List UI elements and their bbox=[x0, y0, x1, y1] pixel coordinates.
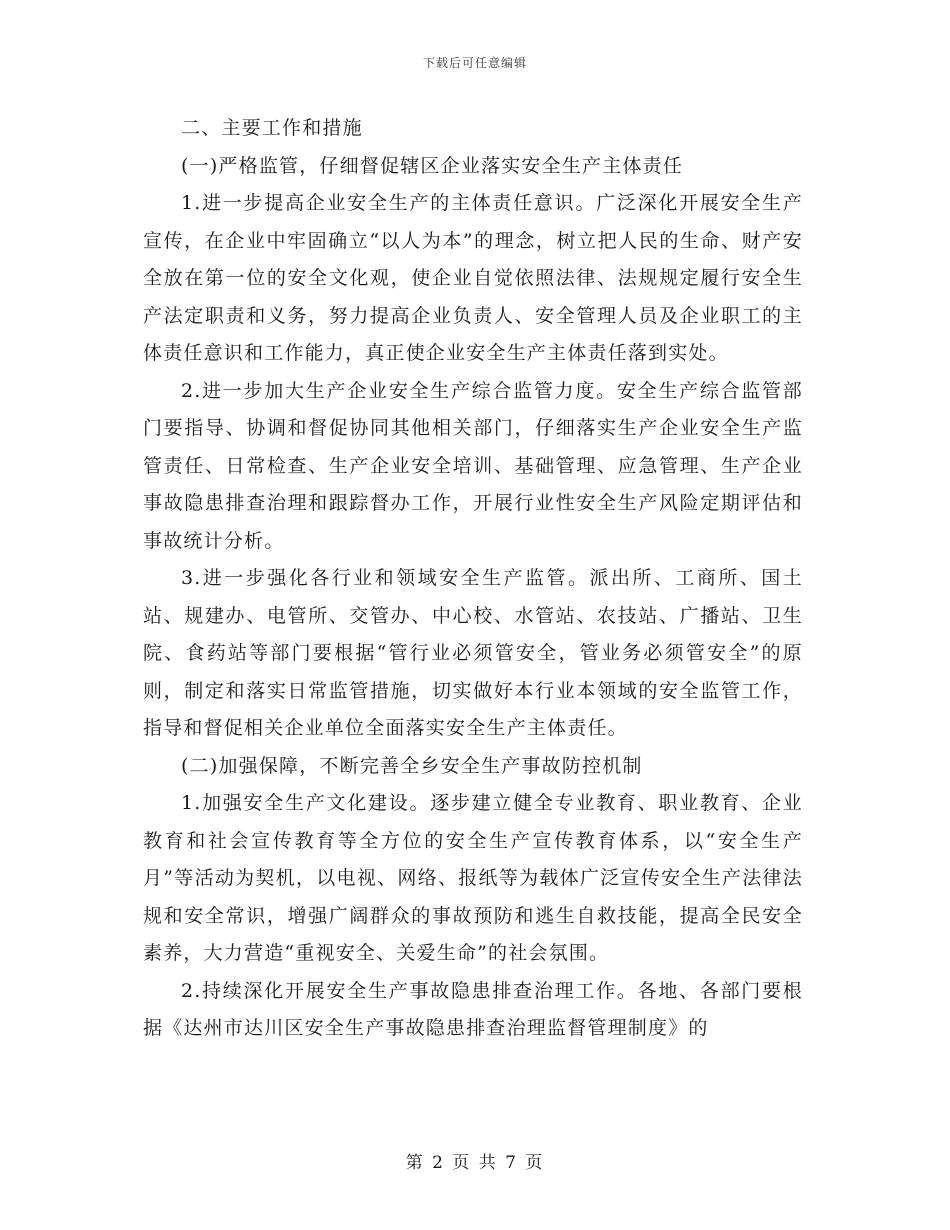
page-footer: 第 2 页 共 7 页 bbox=[405, 1153, 545, 1173]
paragraph: 1.进一步提高企业安全生产的主体责任意识。广泛深化开展安全生产宣传，在企业中牢固确立“以人为本”的理念，树立把人民的生命、财产安全放在第一位的安全文化观，使企业自觉依照法律、法规规定履行安全生产法定职责和义务，努力提高企业负责人、安全管理人员及企业职工的主体责任意识和工作能力，真正使企业安全生产主体责任落到实处。 bbox=[143, 192, 803, 364]
paragraph: 1.加强安全生产文化建设。逐步建立健全专业教育、职业教育、企业教育和社会宣传教育等全方位的安全生产宣传教育体系，以“安全生产月”等活动为契机，以电视、网络、报纸等为载体广泛宣传安全生产法律法规和安全常识，增强广阔群众的事故预防和逃生自救技能，提高全民安全素养，大力营造“重视安全、关爱生命”的社会氛围。 bbox=[143, 792, 803, 964]
document-body bbox=[143, 110, 803, 1048]
subsection-heading: (二)加强保障，不断完善全乡安全生产事故防控机制 bbox=[181, 754, 643, 777]
paragraph: 2.持续深化开展安全生产事故隐患排查治理工作。各地、各部门要根据《达州市达川区安全生产事故隐患排查治理监督管理制度》的 bbox=[143, 979, 803, 1039]
subsection-heading: (一)严格监管，仔细督促辖区企业落实安全生产主体责任 bbox=[181, 154, 684, 177]
paragraph: 2.进一步加大生产企业安全生产综合监管力度。安全生产综合监管部门要指导、协调和督促协同其他相关部门，仔细落实生产企业安全生产监管责任、日常检查、生产企业安全培训、基础管理、应急管理、生产企业事故隐患排查治理和跟踪督办工作，开展行业性安全生产风险定期评估和事故统计分析。 bbox=[143, 379, 803, 552]
page-header: 下载后可任意编辑 bbox=[422, 56, 527, 70]
section-heading: 二、主要工作和措施 bbox=[181, 117, 363, 139]
paragraph: 3.进一步强化各行业和领域安全生产监管。派出所、工商所、国土站、规建办、电管所、交管办、中心校、水管站、农技站、广播站、卫生院、食药站等部门要根据“管行业必须管安全，管业务必须管安全”的原则，制定和落实日常监管措施，切实做好本行业本领域的安全监管工作，指导和督促相关企业单位全面落实安全生产主体责任。 bbox=[143, 567, 803, 739]
